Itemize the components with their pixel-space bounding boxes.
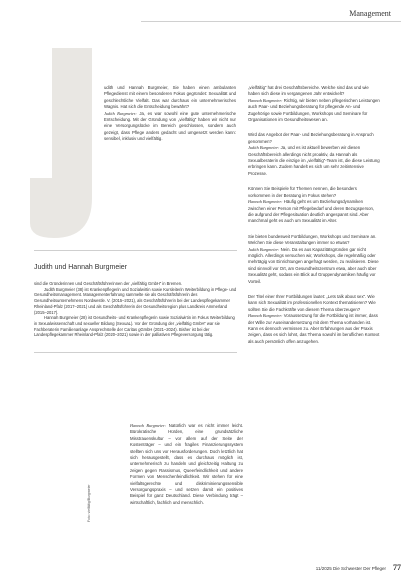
- photo-credit: Foto: vielfältig/Burgmeier: [87, 484, 91, 522]
- answer: [248, 313, 380, 345]
- question: Sie bieten bundesweit Fortbildungen, Workshops und Seminare an. Welchen Sie diese Veranstaltungen immer so etwas?: [248, 233, 377, 246]
- bio-paragraph: Judith Burgmeier (38) ist Krankenpflegerin und Sozialwirtin sowie Kursleiterin Weiterbildung in Pflege- und Gesundheitsmanagement. Managementerfahrung sammelte sie als Geschäftsführerin des Gesundheitsunternehmens Nordwestle. V. (2015–2021), als Geschäftsführerin bei der Landespflegekammer Rheinland-Pfalz (2017–2021) und als Geschäftsführerin der Gesundheitsregion plus Landkreis Ammerland (2015–2017).: [34, 286, 237, 315]
- speaker-name: Hannah Burgmeier:: [130, 423, 167, 428]
- intro-answer: [104, 111, 236, 143]
- divider-bottom: [34, 352, 237, 353]
- divider-top: [34, 250, 237, 251]
- answer-text: Nein. Da es aus Kapazitätsgründen gar nicht möglich. Allerdings versuchen wir, Workshops, die regelmäßig oder mehrtägig von Einrichtungen angefragt werden, zu realisieren. Diese sind sinnvoll vor Ort, am Gesundheitszentrum etwa, aber auch über Sexualität geht, sodass ein Blick auf Gruppendynamiken häufig vor Vorteil.: [248, 246, 379, 284]
- answer-text: Ja, es war sowohl eine gute unternehmerische Entscheidung. Mit der Gründung von „vielfältig“ haben wir nicht nur eine Versorgungslücke im Bereich geschlossen, sondern auch gezeigt, dass Pflege anders gedacht und umgesetzt werden kann: sensibel, inklusiv und vielfältig.: [104, 110, 236, 142]
- section-rule: [141, 21, 401, 22]
- question: „vielfältig“ hat drei Geschäftsbereiche. Welche sind das und wie haben sich diese im vergangenen Jahr entwickelt?: [248, 85, 369, 97]
- answer: [248, 145, 380, 177]
- page-footer: [316, 563, 401, 572]
- section-label: Management: [349, 9, 391, 18]
- intro-column: [104, 85, 236, 143]
- answer: [248, 247, 380, 285]
- page-number: 77: [393, 563, 401, 572]
- speaker-name: Judith Burgmeier:: [104, 110, 137, 116]
- speaker-name: Judith Burgmeier:: [248, 246, 280, 252]
- issue-label: 11/2025 Die Schwester Der Pfleger: [315, 566, 386, 571]
- question: Wird das Angebot der Paar- und Beziehungsberatung in Anspruch genommen?: [248, 132, 374, 144]
- question: Der Titel einer Ihrer Fortbildungen lautet: „Lets talk about sex“. Wie kann sich Sexualität im professionellen Kontext thematisieren? Wie sollten Sie die Fachkräfte von diesem Thema überzeugen?: [248, 293, 376, 312]
- speaker-name: Judith Burgmeier:: [248, 145, 280, 151]
- speaker-name: Hannah Burgmeier:: [248, 97, 283, 103]
- drop-letter-shape: [30, 48, 92, 238]
- answer-text: Voraussetzung für die Fortbildung ist immer, dass der Wille zur Auseinandersetzung mit dem Thema vorhanden ist. Kann es dennoch vermissen zu. Aber Erfahrungen aus der Praxis zeigen, dass es sich lohnt, das Thema sowohl im beruflichen Kontext als auch persönlich offen anzugehen.: [248, 313, 380, 344]
- intro-question: udith und Hannah Burgmeier, Sie haben einen ambulanten Pflegedienst mit einem besonderen Fokus gegründet: Sexualität und geschlechtliche Vielfalt. Das war durchaus ein unternehmerisches Wagnis. Hat sich die Entscheidung bewährt?: [104, 85, 236, 110]
- answer-text: Natürlich war es nicht immer leicht. Bürokratische Hürden, eine grundsätzliche Misstrauenskultur – vor allem auf der Seite der Kostenträger – und ein fragiles Finanzierungssystem stellten sich uns vor Herausforderungen. Doch letztlich hat sich herausgestellt, dass es durchaus möglich ist, unternehmerisch zu handeln und gleichzeitig Haltung zu zeigen gegen Rassismus, Queerfeindlichkeit und andere Formen von Menschenfeindlichkeit. Wir stehen für eine vielfaltsgerechte und diskriminierungssensible Versorgungspraxis – und setzen damit ein positives Beispiel für ganz Deutschland. Diese Verbindung trägt – wirtschaftlich, fachlich und menschlich.: [130, 423, 243, 505]
- middle-column: [130, 423, 243, 506]
- answer: [248, 98, 380, 124]
- speaker-name: Hannah Burgmeier:: [248, 199, 283, 205]
- answer-text: Ja, und es ist aktuell bewerben wir diesen Geschäftsbereich allerdings nicht proaktiv, da Hannah als Sexualberaterin die einzige im „vielfältig“-Team ist, die diese Leistung erbringen kann. Zudem handelt es sich um sehr zeitintensive Prozesse.: [248, 145, 380, 176]
- answer-text: Häufig geht es um Beziehungsdynamiken zwischen einer Person mit Pflegebedarf und deren Bezugsperson, die aufgrund der Pflegesituation deutlich angespannt sind. Aber manchmal geht es auch um Sexualität im Alter.: [248, 199, 375, 224]
- drop-letter-j: [30, 48, 100, 238]
- bio-title: Judith und Hannah Burgmeier: [34, 264, 128, 271]
- bio-paragraph: Hannah Burgmeier (28) ist Gesundheits- und Krankenpflegerin sowie Sozialwirtin im Fokus Weiterbildung in Sexualwissenschaft und sexueller Bildung (SexuaL). Vor der Gründung der „vielfältig GmbH“ war sie Fachberaterin Familienanlage Ansprechstelle der Caritas gGmbH (2021–2024). Bisher ist bei der Landespflegekammer Rheinland-Pfalz (2020–2021) sowie in der palliativen Pflegeversorgung tätig.: [34, 315, 235, 338]
- bio-paragraph: sind die Gründerinnen und Geschäftsführerinnen der „vielfältig GmbH“ in Bremen.: [34, 281, 183, 286]
- middle-answer: [130, 423, 243, 506]
- answer-text: Richtig, wir bieten neben pflegerischen Leistungen auch Paar- und Beziehungsberatung für pflegende An- und Zugehörige sowie Fortbildungen, Workshops und Seminare für Organisationen im Gesundheitswesen an.: [248, 97, 380, 123]
- speaker-name: Hannah Burgmeier:: [248, 313, 283, 319]
- right-column: [248, 85, 380, 345]
- question: Können Sie Beispiele für Themen nennen, die besonders vorkommen in der Beratung im Fokus stehen?: [248, 186, 357, 198]
- answer: [248, 199, 380, 225]
- bio-box: [34, 281, 237, 338]
